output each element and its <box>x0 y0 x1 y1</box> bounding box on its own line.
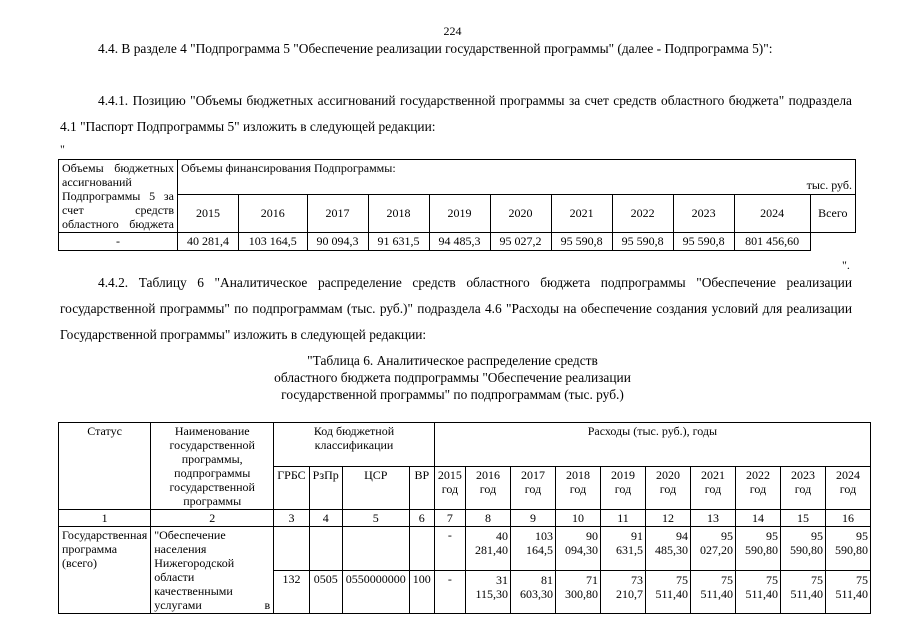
year-header: 2024 <box>734 195 810 233</box>
year-value: 801 456,60 <box>734 233 810 251</box>
caption-line: государственной программы" по подпрограммам (тыс. руб.) <box>281 387 624 402</box>
column-number: 10 <box>556 510 601 527</box>
column-number: 16 <box>826 510 871 527</box>
code-value: 0550000000 <box>342 570 409 614</box>
close-quote: ". <box>842 258 850 272</box>
column-number: 4 <box>309 510 342 527</box>
financing-heading: Объемы финансирования Подпрограммы: <box>178 160 856 178</box>
year-header: 2021 <box>551 195 612 233</box>
paragraph-4-4: 4.4. В разделе 4 "Подпрограмма 5 "Обеспечение реализации государственной программы" (далее - Подпрограмма 5)": <box>98 41 773 56</box>
code-col-header: ЦСР <box>342 466 409 510</box>
code-cell <box>342 527 409 571</box>
unit-label: тыс. руб. <box>178 177 856 195</box>
column-number: 14 <box>736 510 781 527</box>
expense-value: 103 164,5 <box>511 527 556 571</box>
years-row <box>59 195 856 233</box>
code-value: 0505 <box>309 570 342 614</box>
year-header: Всего <box>810 195 855 233</box>
expense-value: 31 115,30 <box>466 570 511 614</box>
column-number: 3 <box>274 510 309 527</box>
column-number: 11 <box>601 510 646 527</box>
year-value: 91 631,5 <box>368 233 429 251</box>
year-value: 40 281,4 <box>178 233 239 251</box>
year-col-header: 2019 год <box>601 466 646 510</box>
year-value: 95 027,2 <box>490 233 551 251</box>
year-value: 103 164,5 <box>239 233 307 251</box>
table-row <box>59 527 871 571</box>
code-col-header: ВР <box>409 466 434 510</box>
expense-value: 95 590,80 <box>736 527 781 571</box>
caption-line: областного бюджета подпрограммы "Обеспечение реализации <box>274 370 631 385</box>
passport-table <box>58 159 856 251</box>
column-number: 7 <box>434 510 465 527</box>
year-header: 2019 <box>429 195 490 233</box>
year-value: - <box>59 233 178 251</box>
expense-value: 90 094,30 <box>556 527 601 571</box>
year-col-header: 2022 год <box>736 466 781 510</box>
values-row <box>59 233 856 251</box>
column-number: 2 <box>151 510 274 527</box>
expense-value: 40 281,40 <box>466 527 511 571</box>
year-value: 95 590,8 <box>612 233 673 251</box>
expense-value: 75 511,40 <box>736 570 781 614</box>
year-col-header: 2015 год <box>434 466 465 510</box>
year-col-header: 2016 год <box>466 466 511 510</box>
code-value: 132 <box>274 570 309 614</box>
year-col-header: 2023 год <box>781 466 826 510</box>
code-cell <box>309 527 342 571</box>
open-quote: " <box>60 142 65 156</box>
table6-caption <box>0 352 905 403</box>
expense-value: 95 590,80 <box>781 527 826 571</box>
expense-value: 81 603,30 <box>511 570 556 614</box>
year-header: 2018 <box>368 195 429 233</box>
year-value: 90 094,3 <box>307 233 368 251</box>
expense-value: - <box>434 570 465 614</box>
expense-value: 91 631,5 <box>601 527 646 571</box>
expense-value: 75 511,40 <box>781 570 826 614</box>
year-value: 94 485,3 <box>429 233 490 251</box>
column-number: 12 <box>646 510 691 527</box>
code-cell <box>274 527 309 571</box>
caption-line: "Таблица 6. Аналитическое распределение средств <box>307 353 598 368</box>
header-name: Наименование государственной программы, подпрограммы государственной программы <box>151 423 274 510</box>
code-col-header: ГРБС <box>274 466 309 510</box>
expense-value: - <box>434 527 465 571</box>
page-number: 224 <box>443 24 462 38</box>
expense-value: 95 590,80 <box>826 527 871 571</box>
year-header: 2020 <box>490 195 551 233</box>
column-number: 5 <box>342 510 409 527</box>
passport-row-label: Объемы бюджетных ассигнований Подпрограммы 5 за счет средств областного бюджета <box>59 160 178 233</box>
header-expenses: Расходы (тыс. руб.), годы <box>434 423 870 467</box>
expense-value: 75 511,40 <box>646 570 691 614</box>
expense-value: 95 027,20 <box>691 527 736 571</box>
year-header: 2015 <box>178 195 239 233</box>
name-cell: "Обеспечение населения Нижегородской области качественными услугами в <box>151 527 274 614</box>
expense-value: 73 210,7 <box>601 570 646 614</box>
code-cell <box>409 527 434 571</box>
year-header: 2022 <box>612 195 673 233</box>
year-value: 95 590,8 <box>673 233 734 251</box>
year-col-header: 2021 год <box>691 466 736 510</box>
header-code: Код бюджетной классификации <box>274 423 435 467</box>
code-col-header: РзПр <box>309 466 342 510</box>
column-number: 8 <box>466 510 511 527</box>
column-number: 15 <box>781 510 826 527</box>
table6 <box>58 422 871 614</box>
year-value: 95 590,8 <box>551 233 612 251</box>
paragraph-4-4-2: 4.4.2. Таблицу 6 "Аналитическое распределение средств областного бюджета подпрограммы "Обеспечение реализации государственной программы" по подпрограммам (тыс. руб.)" подраздела 4.6 "Расходы на обеспечение создания условий для реализации Государственной программы" изложить в следующей редакции: <box>60 275 852 342</box>
paragraph-4-4-1: 4.4.1. Позицию "Объемы бюджетных ассигнований государственной программы за счет средств областного бюджета" подраздела 4.1 "Паспорт Подпрограммы 5" изложить в следующей редакции: <box>60 93 852 134</box>
code-value: 100 <box>409 570 434 614</box>
year-col-header: 2020 год <box>646 466 691 510</box>
year-col-header: 2017 год <box>511 466 556 510</box>
expense-value: 75 511,40 <box>826 570 871 614</box>
year-header: 2023 <box>673 195 734 233</box>
status-cell: Государственная программа (всего) <box>59 527 151 614</box>
year-col-header: 2024 год <box>826 466 871 510</box>
column-number: 9 <box>511 510 556 527</box>
column-numbers-row <box>59 510 871 527</box>
header-status: Статус <box>59 423 151 510</box>
expense-value: 94 485,30 <box>646 527 691 571</box>
column-number: 1 <box>59 510 151 527</box>
expense-value: 71 300,80 <box>556 570 601 614</box>
year-header: 2017 <box>307 195 368 233</box>
year-col-header: 2018 год <box>556 466 601 510</box>
year-header: 2016 <box>239 195 307 233</box>
column-number: 6 <box>409 510 434 527</box>
expense-value: 75 511,40 <box>691 570 736 614</box>
column-number: 13 <box>691 510 736 527</box>
